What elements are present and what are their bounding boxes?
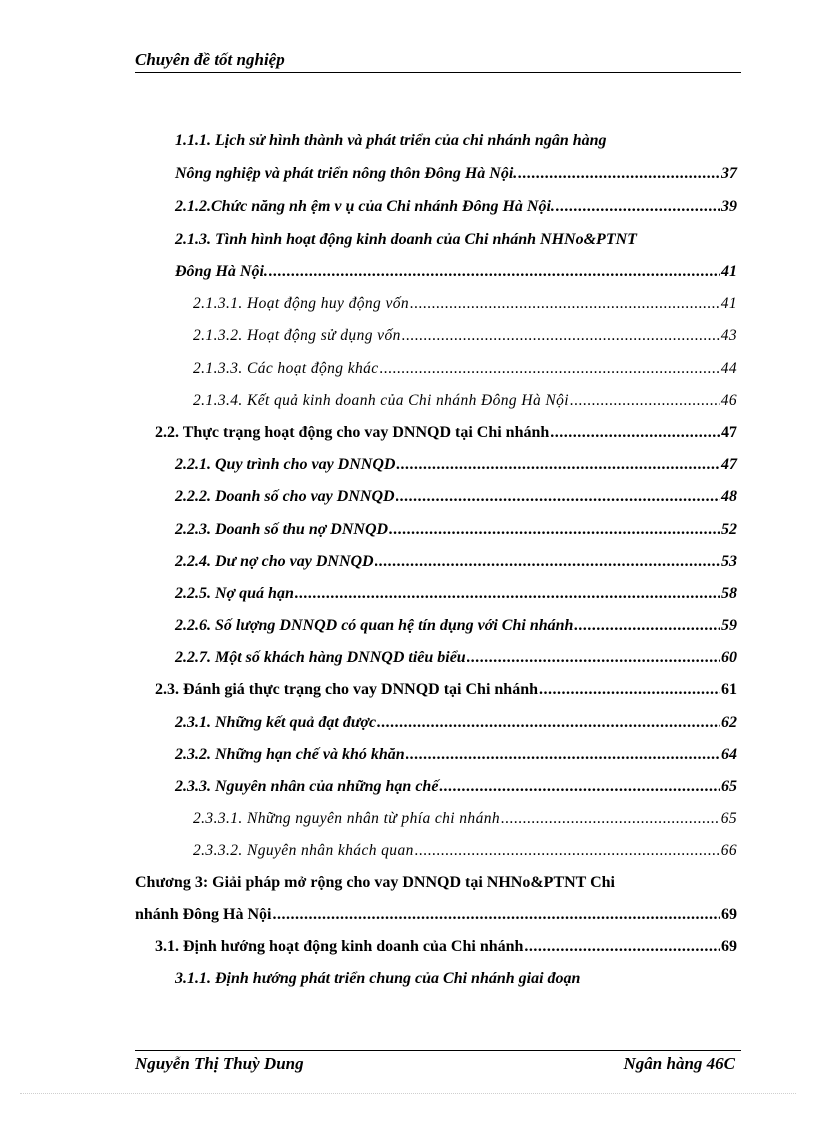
toc-entry-text: 2.2.3. Doanh số thu nợ DNNQD (175, 521, 389, 538)
toc-entry-text: 2.2.6. Số lượng DNNQD có quan hệ tín dụng với Chi nhánh (175, 617, 574, 634)
toc-entry (193, 360, 737, 384)
toc-entry (155, 424, 737, 448)
toc-entry (175, 649, 737, 673)
toc-entry (135, 874, 615, 898)
leader-dots (273, 906, 721, 924)
toc-page-number: 69 (721, 938, 737, 955)
leader-dots (402, 327, 720, 345)
leader-dots (415, 842, 720, 860)
leader-dots (396, 488, 720, 506)
page-bottom-edge (20, 1093, 796, 1094)
toc-page-number: 48 (721, 488, 737, 505)
class-name: Ngân hàng 46C (623, 1054, 735, 1073)
toc-entry-text: 2.1.2.Chức năng nh ệm v ụ của Chi nhánh Đông Hà Nội. (175, 198, 555, 215)
toc-page-number: 66 (720, 842, 737, 859)
leader-dots (550, 424, 720, 442)
leader-dots (295, 585, 720, 603)
toc-entry (175, 165, 737, 189)
toc-page-number: 69 (721, 906, 737, 923)
leader-dots (518, 165, 720, 183)
toc-entry-text: Chương 3: Giải pháp mở rộng cho vay DNNQD tại NHNo&PTNT Chi (135, 874, 615, 891)
toc-entry-text: nhánh Đông Hà Nội (135, 906, 272, 923)
toc-page-number: 39 (721, 198, 737, 215)
toc-entry (193, 327, 737, 351)
toc-page-number: 37 (721, 165, 737, 182)
toc-entry-text: 3.1. Định hướng hoạt động kinh doanh của Chi nhánh (155, 938, 524, 955)
toc-page-number: 64 (721, 746, 737, 763)
toc-entry (175, 263, 737, 287)
toc-entry (175, 231, 637, 255)
toc-page-number: 60 (721, 649, 737, 666)
toc-entry (193, 810, 737, 834)
toc-entry (135, 906, 737, 930)
toc-page-number: 65 (721, 778, 737, 795)
toc-entry-text: 2.3.2. Những hạn chế và khó khăn (175, 746, 405, 763)
leader-dots (375, 553, 720, 571)
toc-entry (175, 488, 737, 512)
leader-dots (467, 649, 720, 667)
leader-dots (574, 617, 720, 635)
toc-entry (193, 295, 737, 319)
toc-entry (175, 198, 737, 222)
toc-entry (175, 456, 737, 480)
leader-dots (396, 456, 720, 474)
leader-dots (389, 521, 720, 539)
toc-entry-text: 2.3. Đánh giá thực trạng cho vay DNNQD tại Chi nhánh (155, 681, 538, 698)
leader-dots (410, 295, 720, 313)
leader-dots (524, 938, 720, 956)
toc-entry-text: Nông nghiệp và phát triển nông thôn Đông Hà Nội. (175, 165, 518, 182)
toc-page-number: 58 (721, 585, 737, 602)
toc-entry (175, 778, 737, 802)
page-header (135, 48, 741, 73)
toc-entry-text: 2.1.3.1. Hoạt động huy động vốn (193, 295, 410, 312)
toc-entry-text: 2.3.1. Những kết quả đạt được (175, 714, 377, 731)
toc-entry (175, 746, 737, 770)
toc-entry-text: 2.1.3. Tình hình hoạt động kinh doanh của Chi nhánh NHNo&PTNT (175, 231, 637, 248)
toc-entry-text: 2.2. Thực trạng hoạt động cho vay DNNQD tại Chi nhánh (155, 424, 550, 441)
toc-entry (175, 585, 737, 609)
leader-dots (439, 778, 720, 796)
toc-entry-text: 2.1.3.2. Hoạt động sử dụng vốn (193, 327, 401, 344)
toc-page-number: 47 (721, 424, 737, 441)
toc-entry (175, 132, 607, 156)
leader-dots (570, 392, 720, 410)
toc-entry-text: 2.2.2. Doanh số cho vay DNNQD (175, 488, 395, 505)
toc-page-number: 43 (720, 327, 737, 344)
toc-entry-text: 1.1.1. Lịch sử hình thành và phát triển của chi nhánh ngân hàng (175, 132, 607, 149)
toc-entry (193, 392, 737, 416)
toc-entry (175, 521, 737, 545)
toc-page-number: 53 (721, 553, 737, 570)
leader-dots (539, 681, 720, 699)
leader-dots (377, 714, 720, 732)
toc-page-number: 61 (721, 681, 737, 698)
leader-dots (406, 746, 720, 764)
toc-page-number: 65 (720, 810, 737, 827)
toc-entry-text: 2.2.5. Nợ quá hạn (175, 585, 294, 602)
toc-entry (175, 553, 737, 577)
toc-entry-text: 2.1.3.3. Các hoạt động khác (193, 360, 379, 377)
leader-dots (269, 263, 720, 281)
leader-dots (556, 198, 720, 216)
leader-dots (501, 810, 720, 828)
toc-entry-text: 2.1.3.4. Kết quả kinh doanh của Chi nhánh Đông Hà Nội (193, 392, 569, 409)
toc-page-number: 52 (721, 521, 737, 538)
toc-entry (175, 714, 737, 738)
toc-entry (193, 842, 737, 866)
toc-entry (155, 681, 737, 705)
toc-page-number: 41 (721, 263, 737, 280)
toc-entry-text: 2.3.3. Nguyên nhân của những hạn chế (175, 778, 439, 795)
toc-entry (175, 970, 580, 994)
toc-entry (175, 617, 737, 641)
document-title: Chuyên đề tốt nghiệp (135, 50, 285, 69)
toc-page-number: 59 (721, 617, 737, 634)
toc-entry-text: 2.3.3.2. Nguyên nhân khách quan (193, 842, 414, 859)
toc-entry-text: 2.2.7. Một số khách hàng DNNQD tiêu biểu (175, 649, 466, 666)
toc-page-number: 41 (720, 295, 737, 312)
toc-entry-text: 3.1.1. Định hướng phát triển chung của Chi nhánh giai đoạn (175, 970, 581, 987)
toc-entry-text: Đông Hà Nội. (175, 263, 268, 280)
toc-page-number: 47 (721, 456, 737, 473)
leader-dots (380, 360, 720, 378)
toc-entry-text: 2.2.4. Dư nợ cho vay DNNQD (175, 553, 374, 570)
page-footer (135, 1050, 741, 1081)
toc-page-number: 46 (720, 392, 737, 409)
toc-entry-text: 2.2.1. Quy trình cho vay DNNQD (175, 456, 396, 473)
toc-page-number: 44 (720, 360, 737, 377)
toc-page-number: 62 (721, 714, 737, 731)
toc-entry-text: 2.3.3.1. Những nguyên nhân từ phía chi nhánh (193, 810, 501, 827)
toc-entry (155, 938, 737, 962)
author-name: Nguyễn Thị Thuỳ Dung (135, 1054, 304, 1073)
